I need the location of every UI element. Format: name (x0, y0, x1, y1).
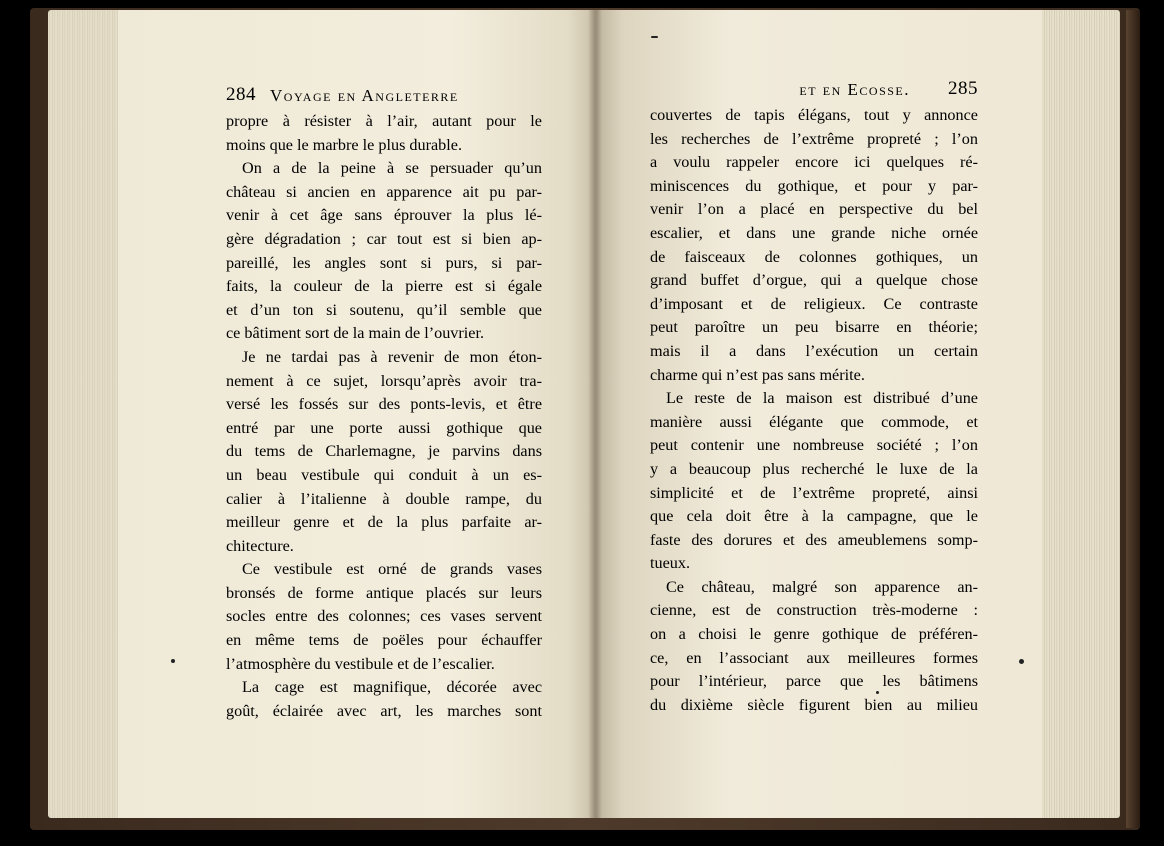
running-head: et en Ecosse. (799, 80, 910, 99)
text-line: un beau vestibule qui conduit à un es- (226, 465, 542, 484)
text-line: d’imposant et de religieux. Ce contraste (650, 294, 978, 313)
text-line: tueux. (650, 554, 691, 573)
paper-speck (171, 659, 175, 663)
left-page-stack (48, 10, 122, 818)
text-line: Je ne tardai pas à revenir de mon éton- (242, 347, 542, 366)
text-line: escalier, et dans une grande niche ornée (650, 223, 978, 242)
text-line: simplicité et de l’extrême propreté, ainsi (650, 483, 978, 502)
text-line: que cela doit être à la campagne, que le (650, 507, 978, 526)
text-line: ce, en l’associant aux meilleures formes (650, 648, 978, 667)
text-line: château si ancien en apparence ait pu par- (226, 182, 542, 201)
paper-speck (1019, 659, 1024, 664)
text-line: pareillé, les angles sont si purs, si par- (226, 253, 542, 272)
page-number: 284 (226, 84, 256, 105)
paper-speck (651, 36, 658, 38)
left-text-body (226, 110, 542, 723)
text-line: socles entre des colonnes; ces vases servent (226, 607, 542, 626)
text-line: du tems de Charlemagne, je parvins dans (226, 442, 542, 461)
cover-edge (1126, 10, 1140, 828)
text-line: ce bâtiment sort de la main de l’ouvrier. (226, 324, 485, 343)
text-line: les recherches de l’extrême propreté ; l’on (650, 129, 978, 148)
text-line: l’atmosphère du vestibule et de l’escalier. (226, 654, 495, 673)
right-text-body (650, 104, 978, 717)
page-number: 285 (948, 78, 978, 99)
left-running-header (226, 84, 542, 110)
text-line: La cage est magnifique, décorée avec (242, 678, 542, 697)
text-line: faste des dorures et des ameublemens somp- (650, 530, 978, 549)
text-line: versé les fossés sur des ponts-levis, et être (226, 395, 542, 414)
left-page-text (226, 84, 542, 723)
text-line: mais il a dans l’exécution un certain (650, 341, 978, 360)
text-line: bronsés de forme antique placés sur leurs (226, 583, 542, 602)
text-line: Le reste de la maison est distribué d’une (666, 389, 978, 408)
text-line: meilleur genre et de la plus parfaite ar- (226, 513, 542, 532)
text-line: On a de la peine à se persuader qu’un (242, 159, 542, 178)
text-line: peut paroître un peu bisarre en théorie; (650, 318, 978, 337)
text-line: gère dégradation ; car tout est si bien ap- (226, 229, 542, 248)
text-line: propre à résister à l’air, autant pour le (226, 112, 542, 130)
text-line: peut contenir une nombreuse société ; l’on (650, 436, 978, 455)
text-line: couvertes de tapis élégans, tout y annonce (650, 106, 978, 124)
text-line: a voulu rappeler encore ici quelques ré- (650, 153, 978, 172)
text-line: grand buffet d’orgue, qui a quelque chose (650, 271, 978, 290)
text-line: nement à ce sujet, lorsqu’après avoir tra- (226, 371, 542, 390)
running-head: Voyage en Angleterre (270, 86, 459, 105)
right-running-header (650, 78, 978, 104)
text-line: de faisceaux de colonnes gothiques, un (650, 247, 978, 266)
text-line: Ce vestibule est orné de grands vases (242, 560, 542, 579)
text-line: cienne, est de construction très-moderne : (650, 601, 978, 620)
text-line: faits, la couleur de la pierre est si égale (226, 277, 542, 296)
text-line: on a choisi le genre gothique de préféren- (650, 625, 978, 644)
text-line: Ce château, malgré son apparence an- (666, 577, 978, 596)
text-line: en même tems de poëles pour échauffer (226, 631, 542, 650)
text-line: et d’un ton si soutenu, qu’il semble que (226, 300, 542, 319)
text-line: venir l’on a placé en perspective du bel (650, 200, 978, 219)
text-line: venir à cet âge sans éprouver la plus lé- (226, 206, 542, 225)
text-line: goût, éclairée avec art, les marches sont (226, 701, 542, 720)
text-line: calier à l’italienne à double rampe, du (226, 489, 542, 508)
text-line: y a beaucoup plus recherché le luxe de la (650, 459, 978, 478)
text-line: entré par une porte aussi gothique que (226, 418, 542, 437)
book-gutter (588, 10, 602, 818)
text-line: charme qui n’est pas sans mérite. (650, 365, 865, 384)
right-page-stack (1040, 10, 1120, 818)
text-line: chitecture. (226, 536, 294, 555)
text-line: manière aussi élégante que commode, et (650, 412, 978, 431)
text-line: pour l’intérieur, parce que les bâtimens (650, 672, 978, 691)
text-line: du dixième siècle figurent bien au milieu (650, 695, 978, 714)
right-page-text (650, 78, 978, 717)
text-line: miniscences du gothique, et pour y par- (650, 176, 978, 195)
text-line: moins que le marbre le plus durable. (226, 135, 462, 154)
